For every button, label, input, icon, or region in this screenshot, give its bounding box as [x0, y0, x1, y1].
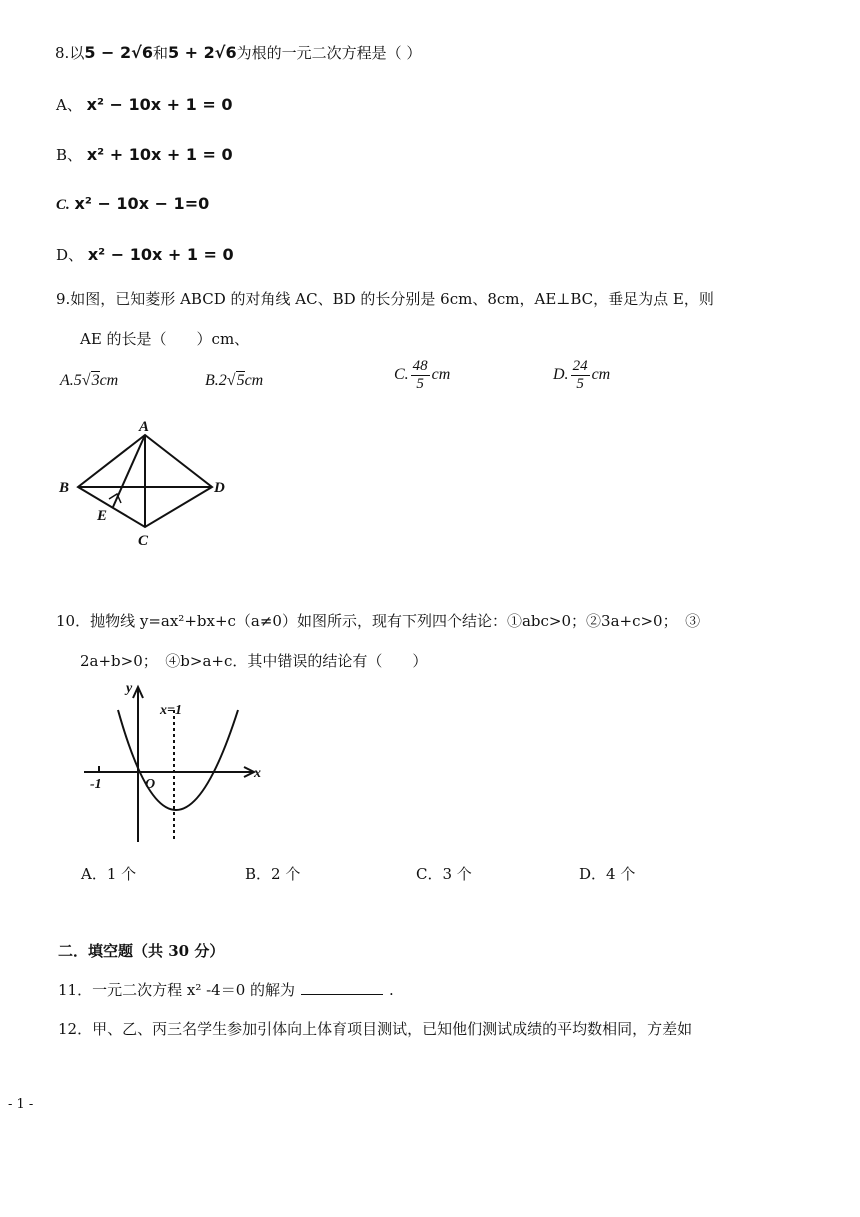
- q9-option-b: B.2√5cm: [205, 372, 264, 389]
- q10-stem-line2: 2a+b>0； ④b>a+c．其中错误的结论有（ ）: [80, 652, 428, 670]
- q9-option-c-fraction: $\frac{48}{5}$: [412, 358, 428, 392]
- q10-option-c: C．3 个: [416, 865, 472, 883]
- origin-label: O: [145, 777, 156, 792]
- q8-option-a: A、 x² − 10x + 1 = 0: [56, 95, 233, 114]
- q10-option-b: B．2 个: [245, 865, 301, 883]
- q9-stem-line2: AE 的长是（ ）cm、: [80, 330, 250, 348]
- q9-option-d-fraction: $\frac{24}{5}$: [572, 358, 588, 392]
- label-b: B: [59, 480, 70, 496]
- rhombus-figure: [50, 415, 250, 555]
- q11-stem: 11．一元二次方程 x² -4＝0 的解为 .: [58, 981, 394, 999]
- y-label: y: [126, 681, 133, 696]
- q8-option-b: B、 x² + 10x + 1 = 0: [56, 145, 233, 164]
- q8-root1: 5 − 2√6: [84, 43, 153, 62]
- page-number: - 1 -: [8, 1097, 34, 1112]
- symmetry-axis-label: x=1: [160, 703, 182, 718]
- x-label: x: [254, 766, 261, 781]
- q9-option-c: C. $\frac{48}{5}$ cm: [394, 358, 451, 392]
- section-title: 二．填空题（共 30 分）: [58, 942, 225, 960]
- q8-option-d: D、 x² − 10x + 1 = 0: [56, 245, 234, 264]
- q9-option-d: D. $\frac{24}{5}$ cm: [553, 358, 611, 392]
- q11-answer-blank: [301, 980, 383, 995]
- label-d: D: [214, 480, 225, 496]
- q8-stem: 8.以5 − 2√6和5 + 2√6为根的一元二次方程是（ ）: [55, 43, 422, 62]
- q10-option-d: D．4 个: [579, 865, 636, 883]
- q12-stem: 12．甲、乙、丙三名学生参加引体向上体育项目测试，已知他们测试成绩的平均数相同，方差如: [58, 1020, 693, 1038]
- q8-root2: 5 + 2√6: [167, 43, 237, 62]
- q8-option-c: C. x² − 10x − 1=0: [56, 194, 210, 213]
- q9-stem-line1: 9.如图，已知菱形 ABCD 的对角线 AC、BD 的长分别是 6cm、8cm，AE⊥BC，垂足为点 E，则: [56, 290, 714, 308]
- label-e: E: [97, 508, 108, 524]
- q9-option-a: A.5√3cm: [60, 372, 119, 389]
- label-c: C: [138, 533, 149, 549]
- q10-option-a: A．1 个: [81, 865, 137, 883]
- parabola-curve: [118, 710, 238, 810]
- q10-stem-line1: 10．抛物线 y=ax²+bx+c（a≠0）如图所示，现有下列四个结论：①abc>0；②3a+c>0； ③: [56, 612, 701, 630]
- parabola-graph: [70, 680, 270, 850]
- label-a: A: [139, 419, 150, 435]
- minus-one-label: -1: [90, 777, 102, 792]
